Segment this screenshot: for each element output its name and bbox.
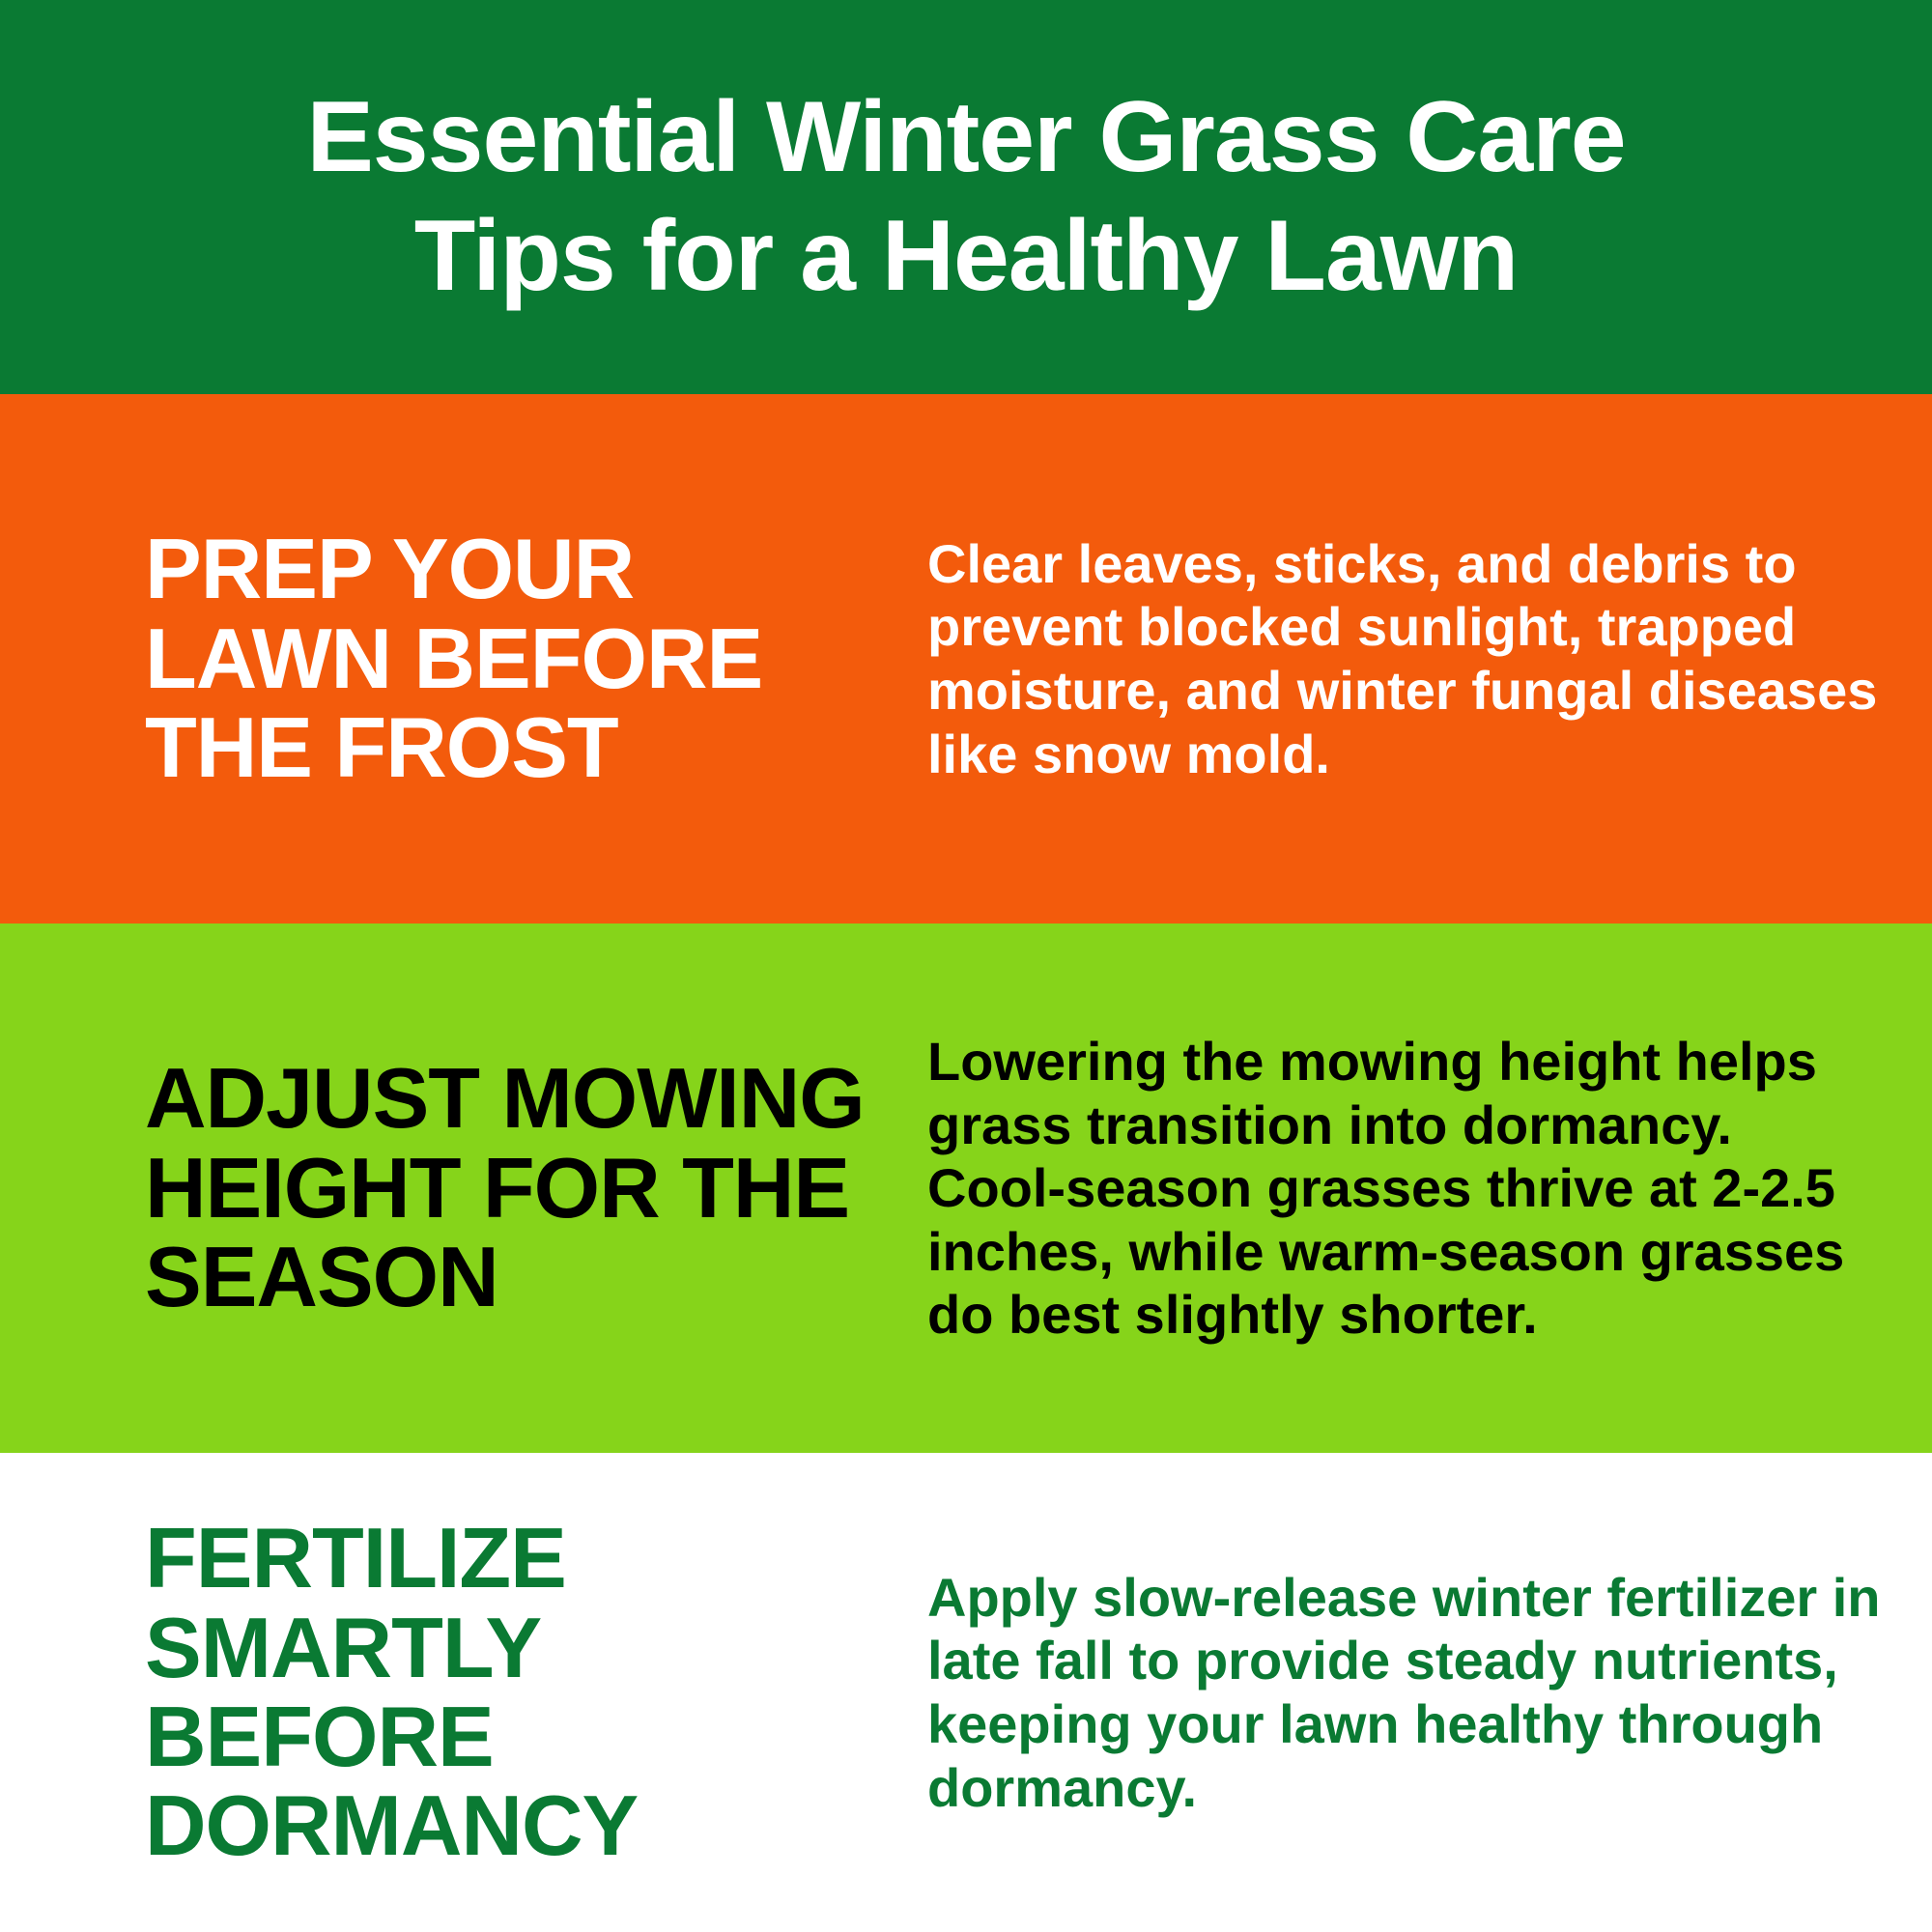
page-title-line-2: Tips for a Healthy Lawn (413, 200, 1519, 312)
section-adjust-mowing-height-heading: ADJUST MOWING HEIGHT FOR THE SEASON (145, 1050, 865, 1325)
section-prep-lawn (0, 394, 1932, 923)
section-prep-lawn-body: Clear leaves, sticks, and debris to prevent blocked sunlight, trapped moisture, and winter fungal diseases like snow mold. (927, 532, 1878, 784)
section-adjust-mowing-height-body: Lowering the mowing height helps grass transition into dormancy. Cool-season grasses thrive at 2-2.5 inches, while warm-season grasses do best slightly shorter. (927, 1031, 1845, 1346)
section-prep-lawn-heading: PREP YOUR LAWN BEFORE THE FROST (145, 521, 763, 796)
section-fertilize-smartly-heading: FERTILIZE SMARTLY BEFORE DORMANCY (145, 1510, 639, 1874)
poster-header (0, 0, 1932, 394)
section-adjust-mowing-height (0, 923, 1932, 1453)
section-fertilize-smartly (0, 1453, 1932, 1932)
page-title-line-1: Essential Winter Grass Care (306, 81, 1626, 194)
section-fertilize-smartly-body: Apply slow-release winter fertilizer in late fall to provide steady nutrients, keeping your lawn healthy through dormancy. (927, 1566, 1881, 1818)
